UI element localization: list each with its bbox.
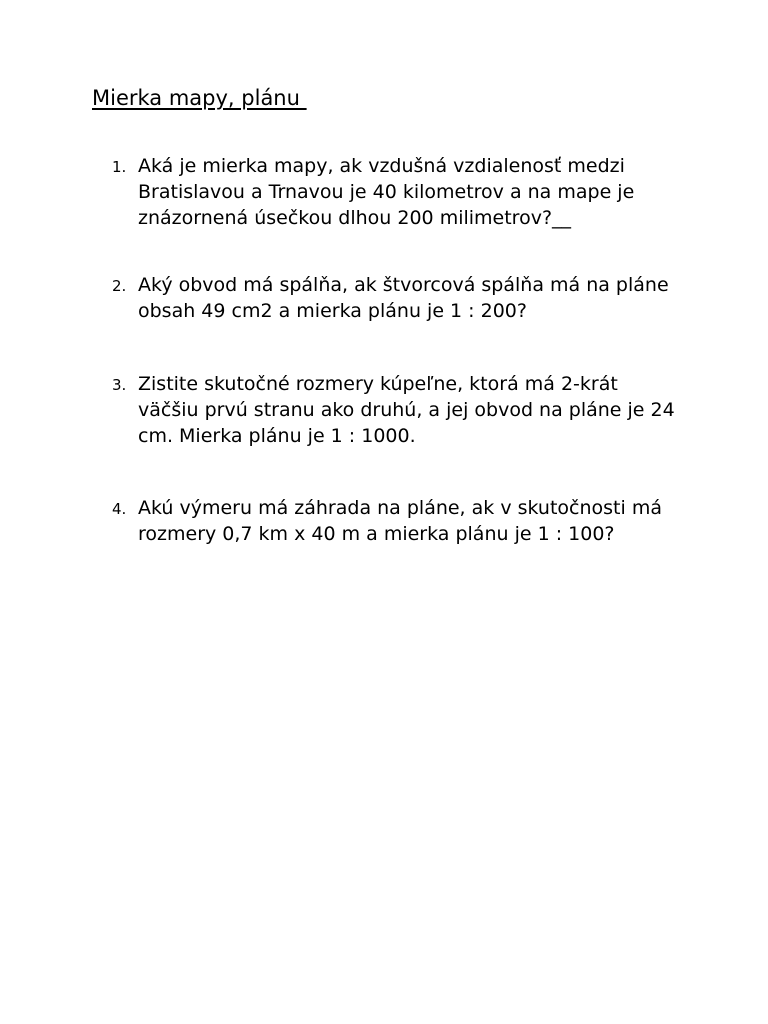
- question-text: Zistite skutočné rozmery kúpeľne, ktorá má 2-krát väčšiu prvú stranu ako druhú, a jej obvod na pláne je 24 cm. Mierka plánu je 1 : 1000.: [138, 373, 675, 447]
- question-number: 2.: [112, 277, 127, 295]
- question-text: Aký obvod má spálňa, ak štvorcová spálňa má na pláne obsah 49 cm2 a mierka plánu je 1 : 200?: [138, 274, 669, 322]
- question-number: 3.: [112, 376, 127, 394]
- document-title: Mierka mapy, plánu: [92, 86, 307, 110]
- question-text: Akú výmeru má záhrada na pláne, ak v skutočnosti má rozmery 0,7 km x 40 m a mierka plánu je 1 : 100?: [138, 497, 662, 545]
- question-text: Aká je mierka mapy, ak vzdušná vzdialenosť medzi Bratislavou a Trnavou je 40 kilometrov a na mape je znázornená úsečkou dlhou 200 milimetrov?__: [138, 155, 635, 229]
- question-number: 4.: [112, 500, 127, 518]
- question-number: 1.: [112, 158, 127, 176]
